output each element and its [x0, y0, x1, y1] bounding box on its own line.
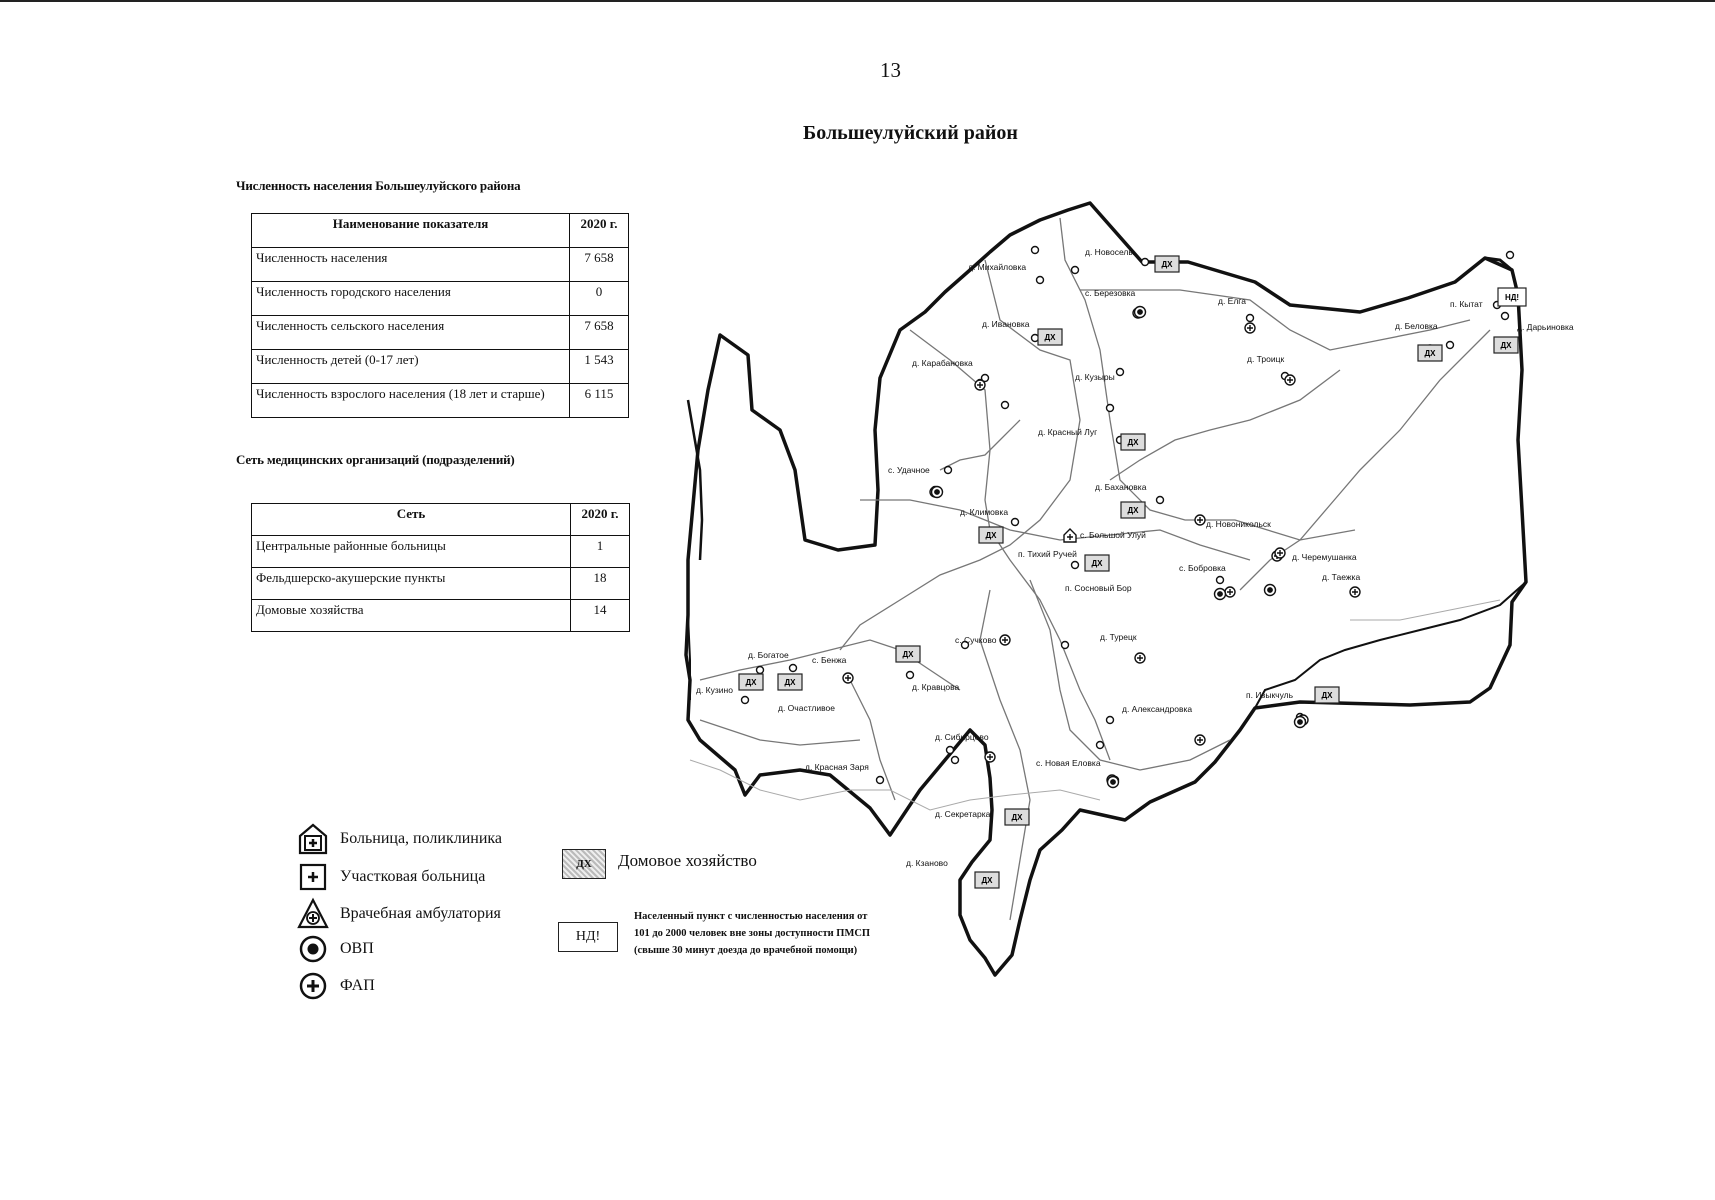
nd-legend-icon: НД! — [558, 922, 618, 952]
column-header-year: 2020 г. — [570, 214, 629, 248]
place-label: д. Карабановка — [912, 358, 973, 368]
nd-marker-label: НД! — [1504, 293, 1520, 302]
place-label: с. Большой Улуй — [1080, 530, 1146, 540]
legend-label: Больница, поликлиника — [340, 830, 503, 847]
place-label: д. Новоселы — [1085, 247, 1135, 257]
row-value: 1 — [571, 536, 630, 568]
legend-district-hospital — [296, 860, 485, 894]
row-label: Центральные районные больницы — [252, 536, 571, 568]
row-value: 14 — [571, 600, 630, 632]
place-label: п. Изыкчуль — [1246, 690, 1294, 700]
place-label: д. Ивановка — [982, 319, 1030, 329]
row-label: Фельдшерско-акушерские пункты — [252, 568, 571, 600]
place-label: с. Березовка — [1085, 288, 1136, 298]
row-value: 18 — [571, 568, 630, 600]
legend-ambulatory — [296, 897, 501, 931]
svg-text:ДХ: ДХ — [981, 876, 993, 885]
place-label: д. Беловка — [1395, 321, 1438, 331]
legend-label: Врачебная амбулатория — [340, 905, 501, 922]
column-header-year: 2020 г. — [571, 504, 630, 536]
row-value: 1 543 — [570, 350, 629, 384]
page-title: Большеулуйский район — [803, 122, 1018, 144]
place-label: д. Дарьиновка — [1517, 322, 1574, 332]
svg-text:ДХ: ДХ — [1127, 506, 1139, 515]
place-label: д. Очастливое — [778, 703, 835, 713]
svg-text:ДХ: ДХ — [1127, 438, 1139, 447]
row-label: Численность сельского населения — [252, 316, 570, 350]
place-label: п. Кытат — [1450, 299, 1483, 309]
column-header-network: Сеть — [252, 504, 571, 536]
place-label: д. Кузино — [696, 685, 733, 695]
place-label: д. Новоникольск — [1206, 519, 1271, 529]
place-label: д. Таежка — [1322, 572, 1361, 582]
page-number: 13 — [880, 58, 901, 82]
svg-text:ДХ: ДХ — [1161, 260, 1173, 269]
svg-text:ДХ: ДХ — [745, 678, 757, 687]
place-label: д. Троицк — [1247, 354, 1285, 364]
place-label: д. Секретарка — [935, 809, 991, 819]
household-legend-label: Домовое хозяйство — [618, 851, 757, 870]
row-value: 7 658 — [570, 248, 629, 282]
place-label: д. Климовка — [960, 507, 1009, 517]
svg-text:ДХ: ДХ — [985, 531, 997, 540]
hospital-icon — [296, 822, 330, 856]
place-label: д. Красный Луг — [1038, 427, 1098, 437]
household-legend-icon: ДХ — [562, 849, 606, 879]
row-label: Численность городского населения — [252, 282, 570, 316]
place-label: д. Красная Заря — [805, 762, 869, 772]
legend-label: ФАП — [340, 977, 375, 994]
row-value: 7 658 — [570, 316, 629, 350]
district-hospital-icon — [296, 860, 330, 894]
legend-hospital — [296, 822, 502, 856]
place-label: д. Михайловка — [968, 262, 1027, 272]
place-label: п. Тихий Ручей — [1018, 549, 1077, 559]
ambulatory-icon — [296, 897, 330, 931]
place-label: с. Новая Еловка — [1036, 758, 1101, 768]
household-boxes — [739, 256, 1518, 888]
place-label: д. Бахановка — [1095, 482, 1147, 492]
hospital-marker — [1064, 529, 1076, 542]
place-label: с. Сучково — [955, 635, 997, 645]
nd-marker — [1498, 288, 1526, 306]
svg-text:ДХ: ДХ — [1091, 559, 1103, 568]
row-label: Численность населения — [252, 248, 570, 282]
row-label: Численность взрослого населения (18 лет и старше) — [252, 384, 570, 418]
fap-icon — [296, 969, 330, 1003]
place-label: с. Бобровка — [1179, 563, 1226, 573]
row-value: 6 115 — [570, 384, 629, 418]
place-label: д. Кравцова — [912, 682, 960, 692]
row-label: Домовые хозяйства — [252, 600, 571, 632]
row-label: Численность детей (0-17 лет) — [252, 350, 570, 384]
place-label: д. Богатое — [748, 650, 789, 660]
legend-ovp — [296, 932, 374, 966]
legend-fap — [296, 969, 375, 1003]
legend-label: Участковая больница — [340, 868, 486, 885]
place-label: с. Бенжа — [812, 655, 847, 665]
place-label: д. Турецк — [1100, 632, 1137, 642]
ovp-icon — [296, 932, 330, 966]
place-label: д. Черемушанка — [1292, 552, 1357, 562]
legend-label: ОВП — [340, 940, 374, 957]
column-header-indicator: Наименование показателя — [252, 214, 570, 248]
place-label: п. Сосновый Бор — [1065, 583, 1132, 593]
svg-text:ДХ: ДХ — [1500, 341, 1512, 350]
place-label: д. Кзаново — [906, 858, 948, 868]
svg-text:ДХ: ДХ — [784, 678, 796, 687]
svg-text:ДХ: ДХ — [1011, 813, 1023, 822]
place-label: д. Елга — [1218, 296, 1246, 306]
row-value: 0 — [570, 282, 629, 316]
svg-text:ДХ: ДХ — [1424, 349, 1436, 358]
place-label: д. Сибирцево — [935, 732, 989, 742]
place-label: д. Кузыры — [1075, 372, 1115, 382]
population-heading: Численность населения Большеулуйского района — [236, 178, 521, 193]
place-label: с. Удачное — [888, 465, 930, 475]
svg-text:ДХ: ДХ — [1044, 333, 1056, 342]
nd-legend-text: Населенный пункт с численностью населения от 101 до 2000 человек вне зоны доступности ПМСП (свыше 30 минут доезда до врачебной помощи) — [634, 911, 871, 956]
svg-text:ДХ: ДХ — [1321, 691, 1333, 700]
svg-text:ДХ: ДХ — [902, 650, 914, 659]
network-heading: Сеть медицинских организаций (подразделений) — [236, 452, 515, 467]
place-label: д. Александровка — [1122, 704, 1193, 714]
